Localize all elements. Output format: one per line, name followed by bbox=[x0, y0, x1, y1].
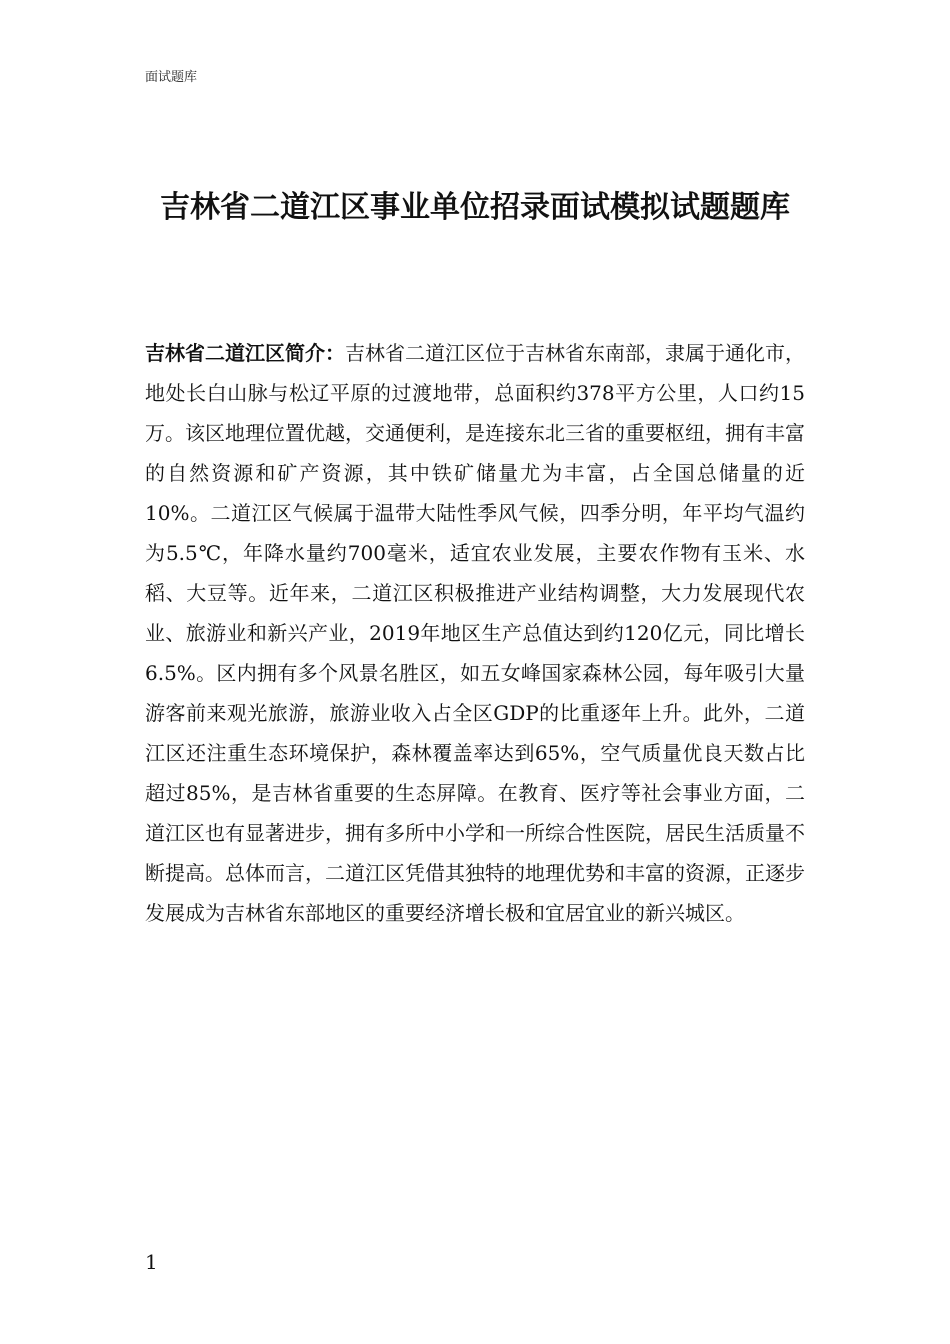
intro-lead: 吉林省二道江区简介： bbox=[145, 341, 345, 365]
intro-text: 吉林省二道江区位于吉林省东南部，隶属于通化市，地处长白山脉与松辽平原的过渡地带，总面积约378平方公里，人口约15万。该区地理位置优越，交通便利，是连接东北三省的重要枢纽，拥有丰富的自然资源和矿产资源，其中铁矿储量尤为丰富，占全国总储量的近10%。二道江区气候属于温带大陆性季风气候，四季分明，年平均气温约为5.5℃，年降水量约700毫米，适宜农业发展，主要农作物有玉米、水稻、大豆等。近年来，二道江区积极推进产业结构调整，大力发展现代农业、旅游业和新兴产业，2019年地区生产总值达到约120亿元，同比增长6.5%。区内拥有多个风景名胜区，如五女峰国家森林公园，每年吸引大量游客前来观光旅游，旅游业收入占全区GDP的比重逐年上升。此外，二道江区还注重生态环境保护，森林覆盖率达到65%，空气质量优良天数占比超过85%，是吉林省重要的生态屏障。在教育、医疗等社会事业方面，二道江区也有显著进步，拥有多所中小学和一所综合性医院，居民生活质量不断提高。总体而言，二道江区凭借其独特的地理优势和丰富的资源，正逐步发展成为吉林省东部地区的重要经济增长极和宜居宜业的新兴城区。 bbox=[145, 341, 805, 925]
document-title: 吉林省二道江区事业单位招录面试模拟试题题库 bbox=[160, 190, 790, 225]
intro-paragraph bbox=[145, 333, 805, 933]
page-header: 面试题库 bbox=[145, 70, 198, 85]
page-number: 1 bbox=[145, 1250, 158, 1274]
